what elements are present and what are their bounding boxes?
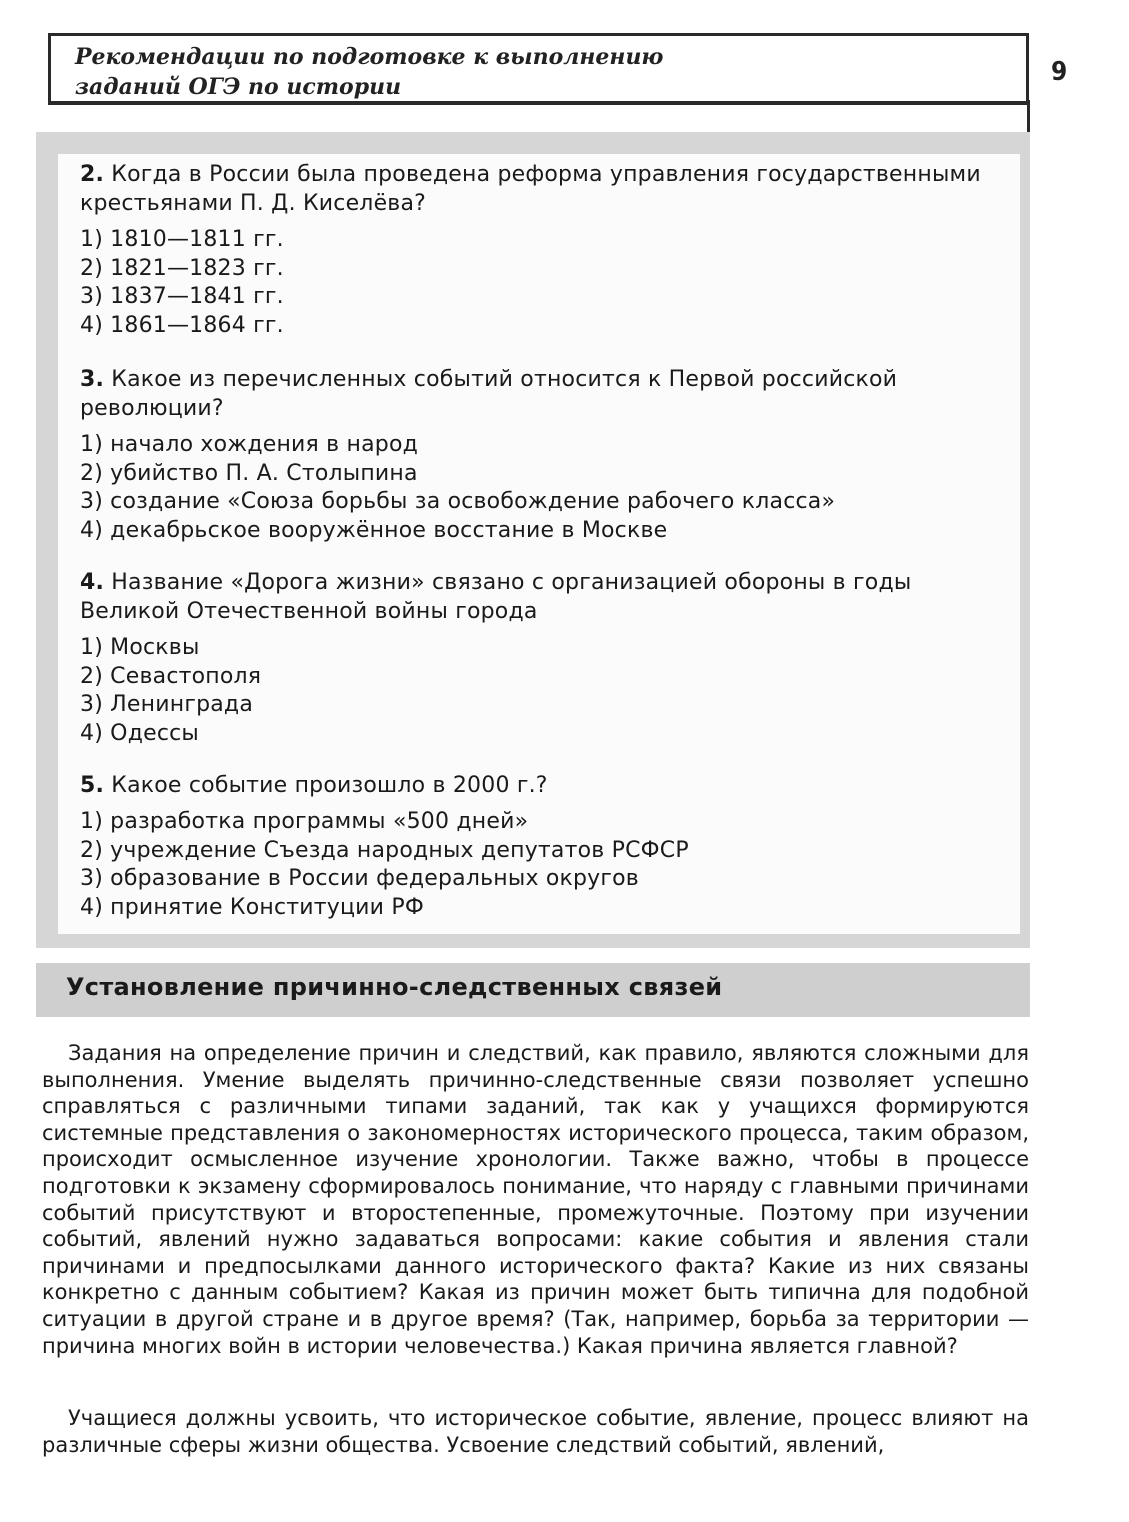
- answer-option: 2) учреждение Съезда народных депутатов РСФСР: [80, 837, 689, 863]
- section-heading: Установление причинно-следственных связей: [66, 973, 723, 1001]
- running-header-line-1: Рекомендации по подготовке к выполнению: [75, 44, 664, 70]
- question-2: [80, 160, 1010, 340]
- answer-option: 4) Одессы: [80, 720, 199, 746]
- question-4: [80, 568, 1010, 748]
- question-prompt: Название «Дорога жизни» связано с организацией обороны в годы Великой Отечественной войны города: [80, 570, 912, 624]
- answer-option: 1) начало хождения в народ: [80, 432, 419, 457]
- page-number: 9: [1051, 57, 1068, 87]
- paragraph-text: Задания на определение причин и следствий, как правило, являются сложными для выполнения. Умение выделять причинно-следственные связи позволяет успешно справляться с различными типами заданий, так как у учащихся формируются системные представления о закономерностях исторического процесса, таким образом, происходит осмысленное изучение хронологии. Также важно, чтобы в процессе подготовки к экзамену сформировалось понимание, что наряду с главными причинами событий присутствуют и второстепенные, промежуточные. Поэтому при изучении событий, явлений нужно задаваться вопросами: какие события и явления стали причинами и предпосылками данного исторического факта? Какие из них связаны конкретно с данным событием? Какая из причин может быть типична для подобной ситуации в другой стране и в другое время? (Так, например, борьба за территории — причина многих войн в истории человечества.) Какая причина является главной?: [42, 1041, 1029, 1358]
- question-prompt: Какое событие произошло в 2000 г.?: [111, 773, 548, 798]
- question-text: [80, 771, 1010, 800]
- answer-option: 2) 1821—1823 гг.: [80, 255, 284, 281]
- question-number: 4.: [80, 570, 105, 595]
- answer-option: 3) 1837—1841 гг.: [80, 284, 284, 309]
- body-paragraph-2: [42, 1405, 1029, 1458]
- answer-option: 3) Ленинграда: [80, 692, 254, 717]
- paragraph-text: Учащиеся должны усвоить, что историческое событие, явление, процесс влияют на различные сферы жизни общества. Усвоение следствий событий, явлений,: [42, 1406, 1029, 1457]
- question-text: [80, 160, 1010, 218]
- question-3: [80, 365, 1010, 545]
- question-5: [80, 771, 1010, 922]
- answer-option: 1) 1810—1811 гг.: [80, 227, 284, 252]
- question-text: [80, 568, 1010, 626]
- question-text: [80, 365, 1010, 423]
- answer-option: 4) декабрьское вооружённое восстание в Москве: [80, 517, 668, 543]
- question-number: 2.: [80, 162, 105, 187]
- answer-option: 4) принятие Конституции РФ: [80, 894, 424, 920]
- answer-option: 2) убийство П. А. Столыпина: [80, 460, 418, 486]
- answer-option: 4) 1861—1864 гг.: [80, 312, 284, 338]
- question-prompt: Когда в России была проведена реформа управления государственными крестьянами П. Д. Киселёва?: [80, 162, 981, 216]
- running-header: [48, 33, 1029, 105]
- answer-option: 1) Москвы: [80, 635, 200, 660]
- running-header-line-2: заданий ОГЭ по истории: [75, 74, 402, 100]
- answer-option: 1) разработка программы «500 дней»: [80, 809, 529, 834]
- question-number: 3.: [80, 367, 105, 392]
- answer-option: 3) создание «Союза борьбы за освобождение рабочего класса»: [80, 489, 836, 514]
- body-paragraph-1: [42, 1040, 1029, 1359]
- answer-option: 2) Севастополя: [80, 663, 262, 689]
- question-prompt: Какое из перечисленных событий относится к Первой российской революции?: [80, 367, 898, 421]
- question-number: 5.: [80, 773, 105, 798]
- answer-option: 3) образование в России федеральных округов: [80, 866, 639, 891]
